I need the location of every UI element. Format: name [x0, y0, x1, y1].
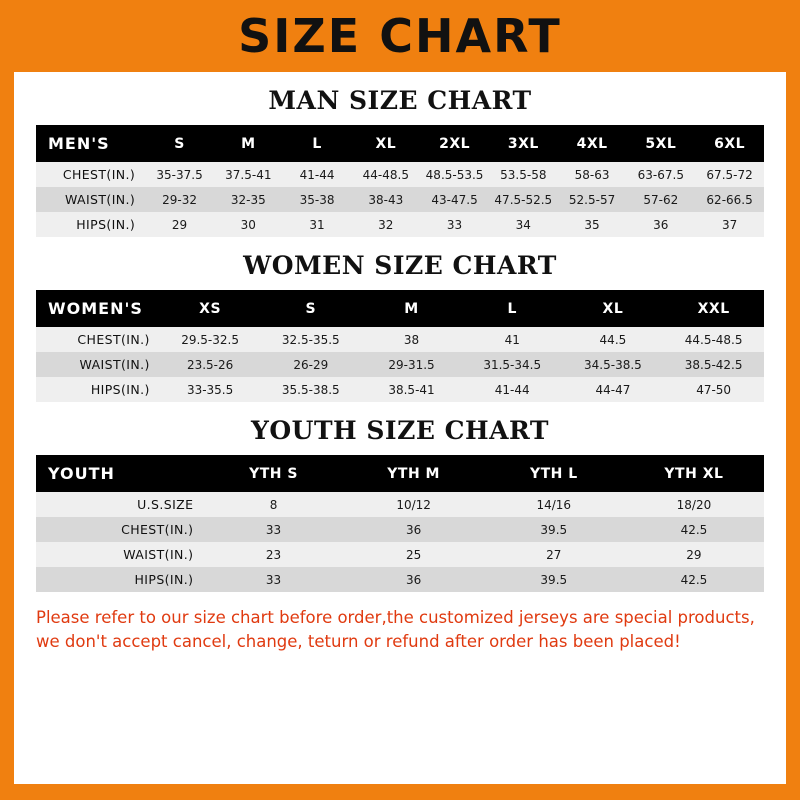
table-row [36, 212, 764, 237]
table-cell: 38 [361, 327, 462, 352]
table-cell: 36 [344, 567, 484, 592]
row-label: HIPS(IN.) [36, 377, 160, 402]
table-cell: 10/12 [344, 492, 484, 517]
column-header-size: L [462, 290, 563, 327]
women-size-section [14, 251, 786, 402]
table-cell: 23.5-26 [160, 352, 261, 377]
table-cell: 44-48.5 [351, 162, 420, 187]
men-size-table [36, 125, 764, 237]
men-section-title: MAN SIZE CHART [268, 86, 532, 115]
table-cell: 26-29 [260, 352, 361, 377]
footer-note [36, 606, 764, 654]
women-table-head [36, 290, 764, 327]
women-size-table [36, 290, 764, 402]
table-cell: 47.5-52.5 [489, 187, 558, 212]
table-cell: 32 [351, 212, 420, 237]
youth-size-table [36, 455, 764, 592]
table-cell: 44-47 [563, 377, 664, 402]
column-header-size: YTH S [203, 455, 343, 492]
column-header-size: XL [563, 290, 664, 327]
youth-size-section [14, 416, 786, 592]
table-cell: 29-31.5 [361, 352, 462, 377]
table-header-row [36, 290, 764, 327]
table-cell: 23 [203, 542, 343, 567]
table-row [36, 567, 764, 592]
column-header-size: 3XL [489, 125, 558, 162]
table-cell: 35 [558, 212, 627, 237]
table-cell: 41-44 [462, 377, 563, 402]
column-header-label: YOUTH [36, 455, 203, 492]
table-cell: 63-67.5 [626, 162, 695, 187]
table-cell: 41 [462, 327, 563, 352]
table-cell: 8 [203, 492, 343, 517]
row-label: U.S.SIZE [36, 492, 203, 517]
table-cell: 18/20 [624, 492, 764, 517]
table-header-row [36, 455, 764, 492]
column-header-size: 2XL [420, 125, 489, 162]
footer-note-line-1: Please refer to our size chart before order,the customized jerseys are special products, [36, 608, 755, 627]
table-cell: 57-62 [626, 187, 695, 212]
table-cell: 62-66.5 [695, 187, 764, 212]
table-cell: 33 [420, 212, 489, 237]
table-cell: 29 [624, 542, 764, 567]
table-cell: 25 [344, 542, 484, 567]
table-header-row [36, 125, 764, 162]
table-cell: 27 [484, 542, 624, 567]
table-cell: 38-43 [351, 187, 420, 212]
column-header-size: L [283, 125, 352, 162]
table-cell: 43-47.5 [420, 187, 489, 212]
table-row [36, 542, 764, 567]
table-cell: 39.5 [484, 567, 624, 592]
table-cell: 42.5 [624, 567, 764, 592]
column-header-size: 5XL [626, 125, 695, 162]
column-header-size: 6XL [695, 125, 764, 162]
row-label: CHEST(IN.) [36, 327, 160, 352]
table-cell: 32-35 [214, 187, 283, 212]
men-size-section [14, 86, 786, 237]
table-row [36, 187, 764, 212]
table-row [36, 327, 764, 352]
table-cell: 35-37.5 [145, 162, 214, 187]
table-cell: 33 [203, 567, 343, 592]
table-cell: 34.5-38.5 [563, 352, 664, 377]
table-cell: 34 [489, 212, 558, 237]
row-label: HIPS(IN.) [36, 567, 203, 592]
column-header-size: XS [160, 290, 261, 327]
row-label: HIPS(IN.) [36, 212, 145, 237]
youth-table-body [36, 492, 764, 592]
table-row [36, 377, 764, 402]
row-label: CHEST(IN.) [36, 162, 145, 187]
table-cell: 35.5-38.5 [260, 377, 361, 402]
table-cell: 31.5-34.5 [462, 352, 563, 377]
table-cell: 29 [145, 212, 214, 237]
women-section-title: WOMEN SIZE CHART [243, 251, 557, 280]
table-row [36, 517, 764, 542]
men-table-head [36, 125, 764, 162]
row-label: CHEST(IN.) [36, 517, 203, 542]
table-cell: 44.5-48.5 [663, 327, 764, 352]
table-cell: 52.5-57 [558, 187, 627, 212]
column-header-size: YTH M [344, 455, 484, 492]
table-cell: 33-35.5 [160, 377, 261, 402]
table-cell: 47-50 [663, 377, 764, 402]
table-cell: 58-63 [558, 162, 627, 187]
table-cell: 38.5-41 [361, 377, 462, 402]
table-cell: 33 [203, 517, 343, 542]
table-cell: 14/16 [484, 492, 624, 517]
row-label: WAIST(IN.) [36, 542, 203, 567]
table-cell: 39.5 [484, 517, 624, 542]
table-cell: 53.5-58 [489, 162, 558, 187]
youth-section-title: YOUTH SIZE CHART [251, 416, 549, 445]
table-cell: 35-38 [283, 187, 352, 212]
column-header-label: WOMEN'S [36, 290, 160, 327]
column-header-size: XXL [663, 290, 764, 327]
table-cell: 36 [344, 517, 484, 542]
men-table-body [36, 162, 764, 237]
table-cell: 48.5-53.5 [420, 162, 489, 187]
table-cell: 36 [626, 212, 695, 237]
table-cell: 67.5-72 [695, 162, 764, 187]
column-header-size: XL [351, 125, 420, 162]
table-cell: 29.5-32.5 [160, 327, 261, 352]
table-cell: 30 [214, 212, 283, 237]
table-cell: 37.5-41 [214, 162, 283, 187]
table-cell: 32.5-35.5 [260, 327, 361, 352]
column-header-size: S [260, 290, 361, 327]
column-header-size: S [145, 125, 214, 162]
table-cell: 41-44 [283, 162, 352, 187]
column-header-size: M [361, 290, 462, 327]
table-row [36, 492, 764, 517]
column-header-size: M [214, 125, 283, 162]
footer-note-line-2: we don't accept cancel, change, teturn or refund after order has been placed! [36, 631, 681, 651]
column-header-size: 4XL [558, 125, 627, 162]
table-cell: 44.5 [563, 327, 664, 352]
table-row [36, 352, 764, 377]
table-cell: 37 [695, 212, 764, 237]
row-label: WAIST(IN.) [36, 187, 145, 212]
page-title: SIZE CHART [238, 9, 562, 63]
table-cell: 31 [283, 212, 352, 237]
women-table-body [36, 327, 764, 402]
table-cell: 42.5 [624, 517, 764, 542]
youth-table-head [36, 455, 764, 492]
row-label: WAIST(IN.) [36, 352, 160, 377]
table-cell: 29-32 [145, 187, 214, 212]
column-header-size: YTH XL [624, 455, 764, 492]
column-header-label: MEN'S [36, 125, 145, 162]
column-header-size: YTH L [484, 455, 624, 492]
bottom-band [0, 784, 800, 800]
table-row [36, 162, 764, 187]
table-cell: 38.5-42.5 [663, 352, 764, 377]
header-band [0, 0, 800, 72]
